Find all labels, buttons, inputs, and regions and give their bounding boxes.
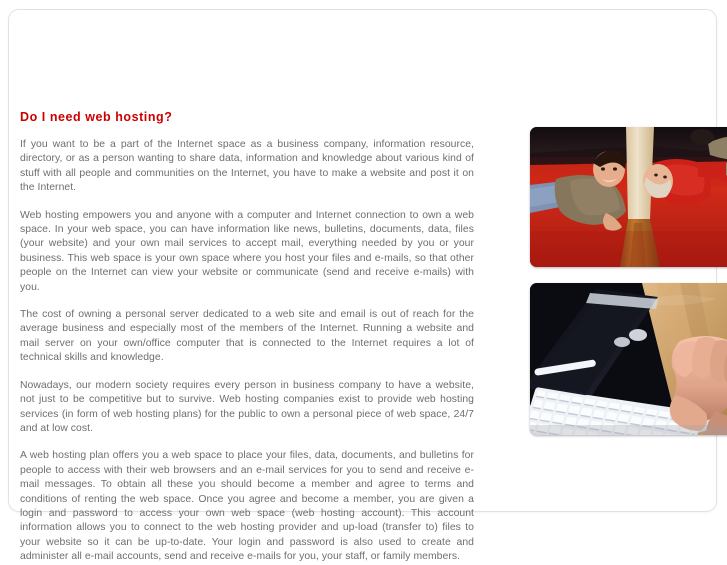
article-paragraph-4: Nowadays, our modern society requires every person in business company to have a website, not just to be competitive but to survive. Web hosting companies exist to provide web hosting services (in form of web hosting plans) for the public to own a personal piece of web space, 24/7 and at low cost. — [20, 379, 474, 434]
content-frame — [8, 9, 717, 563]
page-title: Do I need web hosting? — [20, 110, 173, 124]
photo-people-on-red-couch — [530, 127, 727, 267]
article-paragraph-5: A web hosting plan offers you a web space to place your files, data, documents, and bulletins for people to access with their web browsers and an e-mail services for you to send and receive e-mail messages. To obtain all these you should become a member and agree to terms and conditions of renting the web space. Once you agree and become a member, you are given a login and password to access your own web space (web hosting account). This account information allows you to connect to the web hosting provider and up-load (transfer to) files to your website so it can be up-to-date. Your login and password is also used to create and administer all e-mail accounts, send and receive e-mails for you, your staff, or family members. — [20, 450, 474, 563]
page-layout — [9, 10, 718, 563]
article-text-column — [20, 110, 474, 565]
article-paragraph-3: The cost of owning a personal server dedicated to a web site and email is out of reach for the average business and especially most of the members of the Internet. Running a website and mail server on your own/office computer that is connected to the Internet requires a lot of technical skills and knowledge. — [20, 309, 474, 364]
photo-hand-typing-on-laptop — [530, 283, 727, 435]
article-paragraph-1: If you want to be a part of the Internet space as a business company, information resource, directory, or as a person wanting to share data, information and knowledge about various kind of stuff with all people and communities on the Internet, you have to make a website and post it on the Internet. — [20, 139, 474, 194]
article-paragraph-2: Web hosting empowers you and anyone with a computer and Internet connection to own a web space. In your web space, you can have information like news, bulletins, documents, data, files (your website) and your own mail services to accept mail, everything needed by you or your business. This web space is your own space where you host your files and e-mails, so that other people on the Internet can view your website or communicate (send and receive e-mails) with you. — [20, 209, 474, 293]
article-image-column — [490, 111, 710, 451]
